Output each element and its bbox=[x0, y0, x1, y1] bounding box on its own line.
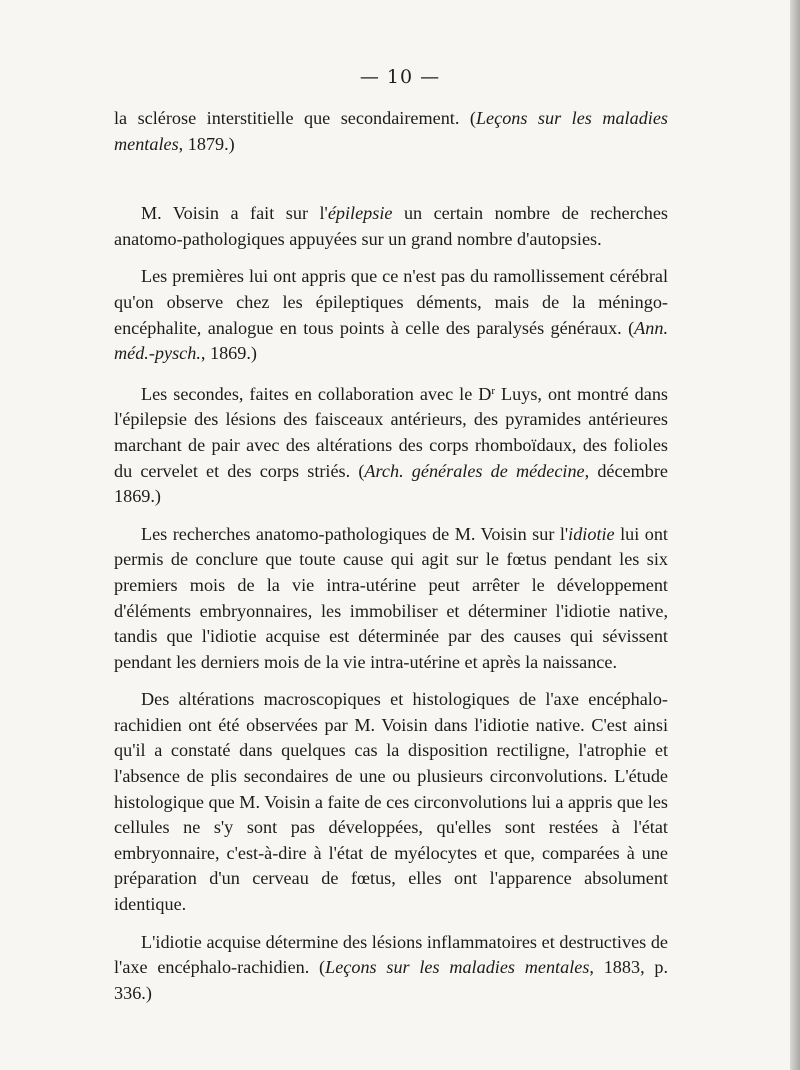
superscript: r bbox=[491, 384, 496, 397]
emphasis-term: idiotie bbox=[568, 523, 615, 544]
citation-year: , 1879.) bbox=[178, 133, 235, 154]
paragraph-secondes bbox=[114, 379, 668, 510]
citation-title: Leçons sur les maladies mentales bbox=[325, 957, 590, 978]
scan-edge-shadow bbox=[790, 0, 800, 1070]
page-number: — 10 — bbox=[359, 66, 441, 88]
paragraph-idiotie bbox=[114, 522, 668, 676]
paragraph-continuation bbox=[114, 106, 668, 157]
paragraph-text: M. Voisin a fait sur l' bbox=[141, 203, 328, 224]
citation-title: Ann. méd.-pysch. bbox=[114, 317, 668, 364]
paragraph-text: un certain nombre de recherches anatomo-pathologiques appuyées sur un grand nombre d'autopsies. bbox=[114, 203, 668, 249]
paragraph-alterations bbox=[114, 687, 668, 917]
paragraph-idiotie-acquise bbox=[114, 930, 668, 1007]
paragraph-text: Luys, ont montré dans l'épilepsie des lésions des faisceaux antérieurs, des pyramides antérieures marchant de pair avec des altérations des corps rhomboïdaux, des folioles du cervelet et des corps striés. ( bbox=[114, 383, 668, 481]
paragraph-premieres bbox=[114, 264, 668, 366]
paragraph-text: Les recherches anatomo-pathologiques de M. Voisin sur l' bbox=[141, 523, 569, 544]
paragraph-text: L'idiotie acquise détermine des lésions inflammatoires et destructives de l'axe encéphalo-rachidien. ( bbox=[114, 931, 668, 978]
paragraph-text: lui ont permis de conclure que toute cause qui agit sur le fœtus pendant les six premiers mois de la vie intra-utérine peut arrêter le développement d'éléments embryonnaires, les immobiliser et déterminer l'idiotie native, tandis que l'idiotie acquise est déterminée par des causes qui sévissent pendant les derniers mois de la vie intra-utérine et après la naissance. bbox=[114, 523, 668, 672]
citation-title: Leçons sur les maladies mentales bbox=[114, 108, 669, 154]
paragraph-epilepsie bbox=[114, 201, 668, 252]
paragraph-text: Les premières lui ont appris que ce n'est pas du ramollissement cérébral qu'on observe chez les épileptiques déments, mais de la méningo-encéphalite, analogue en tous points à celle des paralysés généraux. ( bbox=[114, 266, 668, 338]
paragraph-text: Des altérations macroscopiques et histologiques de l'axe encéphalo-rachidien ont été observées par M. Voisin dans l'idiotie native. C'est ainsi qu'il a constaté dans quelques cas la disposition rectiligne, l'atrophie et l'absence de plis secondaires de une ou plusieurs circonvolutions. L'étude histologique que M. Voisin a faite de ces circonvolutions lui a appris que les cellules ne s'y sont pas développées, qu'elles sont restées à l'état embryonnaire, c'est-à-dire à l'état de myélocytes et que, comparées à une préparation d'un cerveau de fœtus, elles ont l'apparence absolument identique. bbox=[114, 689, 668, 915]
citation-year: , 1883, p. 336.) bbox=[114, 957, 669, 1003]
citation-year: , décembre 1869.) bbox=[114, 460, 669, 507]
emphasis-term: épilepsie bbox=[327, 203, 393, 224]
paragraph-text: la sclérose interstitielle que secondairement. ( bbox=[114, 108, 476, 128]
body-text bbox=[114, 106, 668, 1018]
citation-title: Arch. générales de médecine bbox=[364, 460, 585, 481]
paragraph-text: Les secondes, faites en collaboration avec le D bbox=[141, 383, 492, 404]
citation-year: , 1869.) bbox=[200, 343, 257, 364]
